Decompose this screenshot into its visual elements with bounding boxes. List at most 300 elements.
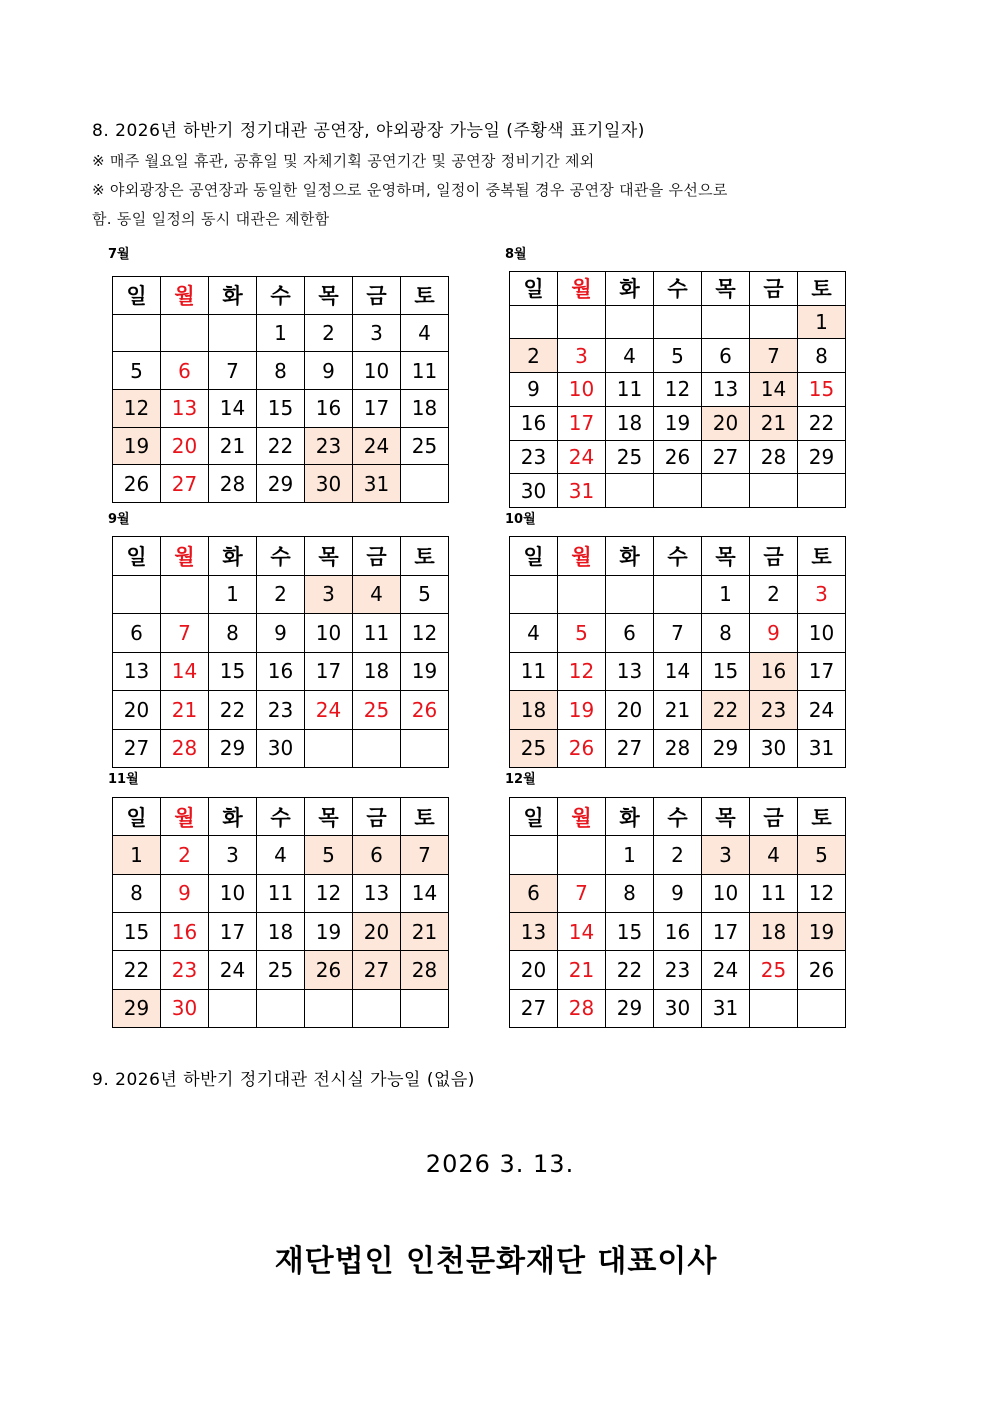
- weekday-header-cell: 목: [305, 798, 353, 836]
- calendar-day-cell: 8: [702, 614, 750, 653]
- calendar-day-cell: 19: [654, 406, 702, 440]
- calendar-day-cell: 6: [161, 352, 209, 390]
- weekday-header-cell: 금: [750, 537, 798, 576]
- calendar-day-cell: 11: [510, 652, 558, 691]
- calendar-week-row: [113, 614, 449, 653]
- calendar-week-row: [113, 427, 449, 465]
- weekday-header-row: [113, 537, 449, 576]
- calendar-empty-cell: [750, 474, 798, 508]
- calendar-day-cell: 8: [798, 339, 846, 373]
- calendar-day-cell: 16: [654, 912, 702, 950]
- calendar-day-cell: 8: [209, 614, 257, 653]
- weekday-header-row: [510, 272, 846, 306]
- weekday-header-cell: 수: [257, 798, 305, 836]
- weekday-header-cell: 토: [401, 277, 449, 315]
- calendar-day-cell: 1: [606, 836, 654, 874]
- calendar-day-cell: 29: [798, 440, 846, 474]
- calendar-day-cell: 10: [209, 874, 257, 912]
- calendar-day-cell: 31: [702, 989, 750, 1027]
- calendar-week-row: [113, 575, 449, 614]
- calendar-day-cell: 2: [654, 836, 702, 874]
- calendar-empty-cell: [654, 474, 702, 508]
- calendar-day-cell: 4: [606, 339, 654, 373]
- calendar-day-cell: 4: [750, 836, 798, 874]
- calendar-day-cell: 23: [654, 951, 702, 989]
- calendar-day-cell: 7: [558, 874, 606, 912]
- calendar-week-row: [113, 989, 449, 1027]
- calendar-day-cell: 8: [257, 352, 305, 390]
- document-date-text: 2026 3. 13.: [425, 1150, 575, 1178]
- calendar-day-cell: 21: [558, 951, 606, 989]
- calendar-day-cell: 26: [113, 465, 161, 503]
- calendar-day-cell: 11: [606, 373, 654, 407]
- calendar-week-row: [113, 352, 449, 390]
- calendar-day-cell: 21: [750, 406, 798, 440]
- calendar-day-cell: 4: [510, 614, 558, 653]
- weekday-header-cell: 월: [558, 537, 606, 576]
- weekday-header-cell: 월: [161, 537, 209, 576]
- calendar-day-cell: 13: [113, 652, 161, 691]
- calendar-day-cell: 29: [209, 729, 257, 768]
- calendar-day-cell: 9: [654, 874, 702, 912]
- calendar-october: [509, 536, 846, 768]
- calendar-day-cell: 5: [305, 836, 353, 874]
- calendar-day-cell: 18: [401, 389, 449, 427]
- calendar-day-cell: 26: [654, 440, 702, 474]
- calendar-day-cell: 20: [702, 406, 750, 440]
- calendar-day-cell: 18: [750, 912, 798, 950]
- calendar-empty-cell: [558, 305, 606, 339]
- calendar-day-cell: 14: [209, 389, 257, 427]
- weekday-header-cell: 토: [798, 537, 846, 576]
- calendar-day-cell: 1: [257, 314, 305, 352]
- calendar-day-cell: 6: [353, 836, 401, 874]
- calendar-empty-cell: [702, 305, 750, 339]
- calendar-day-cell: 28: [558, 989, 606, 1027]
- calendar-week-row: [113, 389, 449, 427]
- calendar-day-cell: 12: [654, 373, 702, 407]
- calendar-empty-cell: [209, 314, 257, 352]
- calendar-day-cell: 9: [257, 614, 305, 653]
- calendar-day-cell: 23: [305, 427, 353, 465]
- weekday-header-cell: 목: [305, 537, 353, 576]
- calendar-week-row: [113, 652, 449, 691]
- month-label-september: 9월: [108, 512, 130, 527]
- calendar-day-cell: 22: [209, 691, 257, 730]
- calendar-empty-cell: [161, 575, 209, 614]
- calendar-day-cell: 5: [401, 575, 449, 614]
- calendar-day-cell: 2: [750, 575, 798, 614]
- calendar-day-cell: 13: [353, 874, 401, 912]
- calendar-day-cell: 28: [209, 465, 257, 503]
- month-label-november: 11월: [108, 772, 139, 787]
- calendar-day-cell: 12: [798, 874, 846, 912]
- calendar-day-cell: 20: [606, 691, 654, 730]
- calendar-day-cell: 14: [161, 652, 209, 691]
- calendar-day-cell: 26: [401, 691, 449, 730]
- weekday-header-cell: 금: [353, 537, 401, 576]
- weekday-header-cell: 수: [654, 537, 702, 576]
- calendar-day-cell: 17: [798, 652, 846, 691]
- calendar-day-cell: 31: [353, 465, 401, 503]
- weekday-header-cell: 토: [798, 272, 846, 306]
- calendar-day-cell: 19: [401, 652, 449, 691]
- weekday-header-cell: 수: [654, 798, 702, 836]
- calendar-day-cell: 18: [353, 652, 401, 691]
- calendar-day-cell: 7: [750, 339, 798, 373]
- calendar-day-cell: 10: [558, 373, 606, 407]
- calendar-week-row: [113, 465, 449, 503]
- weekday-header-cell: 수: [654, 272, 702, 306]
- weekday-header-cell: 수: [257, 537, 305, 576]
- calendar-day-cell: 9: [510, 373, 558, 407]
- calendar-day-cell: 15: [606, 912, 654, 950]
- calendar-day-cell: 30: [654, 989, 702, 1027]
- calendar-day-cell: 9: [305, 352, 353, 390]
- weekday-header-cell: 목: [702, 798, 750, 836]
- weekday-header-cell: 월: [161, 277, 209, 315]
- calendar-week-row: [510, 305, 846, 339]
- calendar-day-cell: 6: [702, 339, 750, 373]
- calendar-day-cell: 1: [798, 305, 846, 339]
- calendar-day-cell: 27: [161, 465, 209, 503]
- calendar-day-cell: 3: [209, 836, 257, 874]
- calendar-day-cell: 14: [401, 874, 449, 912]
- calendar-day-cell: 13: [510, 912, 558, 950]
- calendar-day-cell: 25: [510, 729, 558, 768]
- calendar-day-cell: 2: [257, 575, 305, 614]
- weekday-header-cell: 일: [510, 537, 558, 576]
- weekday-header-row: [113, 277, 449, 315]
- weekday-header-cell: 화: [606, 272, 654, 306]
- calendar-day-cell: 31: [798, 729, 846, 768]
- calendar-week-row: [113, 314, 449, 352]
- calendar-day-cell: 4: [257, 836, 305, 874]
- calendar-day-cell: 30: [750, 729, 798, 768]
- calendar-week-row: [113, 912, 449, 950]
- weekday-header-cell: 토: [798, 798, 846, 836]
- calendar-day-cell: 3: [305, 575, 353, 614]
- calendar-day-cell: 29: [257, 465, 305, 503]
- signature-text: 재단법인 인천문화재단 대표이사: [274, 1244, 718, 1279]
- section-9-heading: 9. 2026년 하반기 정기대관 전시실 가능일 (없음): [92, 1070, 475, 1090]
- calendar-december: [509, 797, 846, 1028]
- calendar-day-cell: 25: [401, 427, 449, 465]
- calendar-day-cell: 20: [510, 951, 558, 989]
- calendar-day-cell: 28: [401, 951, 449, 989]
- calendar-empty-cell: [510, 575, 558, 614]
- calendar-day-cell: 21: [209, 427, 257, 465]
- weekday-header-cell: 일: [113, 537, 161, 576]
- calendar-day-cell: 10: [305, 614, 353, 653]
- calendar-day-cell: 1: [702, 575, 750, 614]
- calendar-week-row: [510, 912, 846, 950]
- calendar-day-cell: 24: [305, 691, 353, 730]
- weekday-header-cell: 목: [702, 272, 750, 306]
- calendar-day-cell: 27: [353, 951, 401, 989]
- weekday-header-cell: 수: [257, 277, 305, 315]
- calendar-day-cell: 28: [161, 729, 209, 768]
- calendar-day-cell: 30: [510, 474, 558, 508]
- calendar-day-cell: 5: [654, 339, 702, 373]
- calendar-empty-cell: [113, 575, 161, 614]
- calendar-day-cell: 7: [161, 614, 209, 653]
- calendar-day-cell: 25: [353, 691, 401, 730]
- calendar-day-cell: 16: [161, 912, 209, 950]
- calendar-day-cell: 1: [113, 836, 161, 874]
- calendar-september: [112, 536, 449, 768]
- calendar-day-cell: 8: [113, 874, 161, 912]
- calendar-empty-cell: [401, 465, 449, 503]
- calendar-day-cell: 2: [161, 836, 209, 874]
- calendar-week-row: [510, 339, 846, 373]
- calendar-week-row: [510, 729, 846, 768]
- calendar-day-cell: 6: [113, 614, 161, 653]
- calendar-day-cell: 10: [702, 874, 750, 912]
- note-outdoor-plaza-continued: 함. 동일 일정의 동시 대관은 제한함: [92, 210, 330, 228]
- calendar-week-row: [113, 836, 449, 874]
- calendar-day-cell: 11: [401, 352, 449, 390]
- calendar-day-cell: 20: [353, 912, 401, 950]
- calendar-empty-cell: [353, 729, 401, 768]
- calendar-empty-cell: [750, 989, 798, 1027]
- calendar-day-cell: 19: [113, 427, 161, 465]
- calendar-day-cell: 27: [702, 440, 750, 474]
- weekday-header-cell: 월: [161, 798, 209, 836]
- calendar-week-row: [113, 874, 449, 912]
- calendar-day-cell: 11: [750, 874, 798, 912]
- calendar-day-cell: 18: [510, 691, 558, 730]
- calendar-november: [112, 797, 449, 1028]
- calendar-day-cell: 13: [606, 652, 654, 691]
- weekday-header-cell: 화: [209, 798, 257, 836]
- calendar-empty-cell: [750, 305, 798, 339]
- calendar-day-cell: 4: [401, 314, 449, 352]
- calendar-day-cell: 23: [510, 440, 558, 474]
- calendar-empty-cell: [606, 305, 654, 339]
- calendar-week-row: [510, 575, 846, 614]
- calendar-empty-cell: [401, 989, 449, 1027]
- weekday-header-cell: 목: [305, 277, 353, 315]
- calendar-day-cell: 15: [702, 652, 750, 691]
- calendar-day-cell: 22: [702, 691, 750, 730]
- weekday-header-cell: 화: [606, 798, 654, 836]
- weekday-header-cell: 금: [353, 277, 401, 315]
- calendar-day-cell: 18: [257, 912, 305, 950]
- weekday-header-cell: 화: [209, 537, 257, 576]
- calendar-day-cell: 12: [113, 389, 161, 427]
- calendar-day-cell: 27: [510, 989, 558, 1027]
- calendar-day-cell: 12: [401, 614, 449, 653]
- calendar-day-cell: 16: [750, 652, 798, 691]
- calendar-week-row: [113, 691, 449, 730]
- calendar-empty-cell: [401, 729, 449, 768]
- calendar-day-cell: 31: [558, 474, 606, 508]
- calendar-day-cell: 6: [510, 874, 558, 912]
- calendar-day-cell: 18: [606, 406, 654, 440]
- calendar-day-cell: 9: [750, 614, 798, 653]
- note-outdoor-plaza: ※ 야외광장은 공연장과 동일한 일정으로 운영하며, 일정이 중복될 경우 공연장 대관을 우선으로: [92, 181, 728, 199]
- calendar-day-cell: 2: [510, 339, 558, 373]
- calendar-day-cell: 21: [161, 691, 209, 730]
- calendar-day-cell: 11: [257, 874, 305, 912]
- calendar-empty-cell: [606, 474, 654, 508]
- calendar-empty-cell: [113, 314, 161, 352]
- calendar-day-cell: 27: [113, 729, 161, 768]
- calendar-week-row: [510, 474, 846, 508]
- calendar-day-cell: 10: [353, 352, 401, 390]
- calendar-day-cell: 17: [305, 652, 353, 691]
- calendar-day-cell: 8: [606, 874, 654, 912]
- calendar-day-cell: 25: [257, 951, 305, 989]
- calendar-empty-cell: [654, 305, 702, 339]
- calendar-day-cell: 24: [798, 691, 846, 730]
- weekday-header-row: [113, 798, 449, 836]
- calendar-day-cell: 20: [113, 691, 161, 730]
- calendar-august: [509, 271, 846, 508]
- calendar-empty-cell: [798, 989, 846, 1027]
- calendar-empty-cell: [510, 305, 558, 339]
- note-closure: ※ 매주 월요일 휴관, 공휴일 및 자체기획 공연기간 및 공연장 정비기간 제외: [92, 152, 595, 170]
- calendar-empty-cell: [510, 836, 558, 874]
- calendar-day-cell: 14: [750, 373, 798, 407]
- calendar-day-cell: 1: [209, 575, 257, 614]
- calendar-empty-cell: [798, 474, 846, 508]
- month-label-july: 7월: [108, 247, 130, 262]
- calendar-day-cell: 3: [558, 339, 606, 373]
- calendar-day-cell: 23: [257, 691, 305, 730]
- weekday-header-cell: 금: [353, 798, 401, 836]
- calendar-day-cell: 22: [606, 951, 654, 989]
- calendar-empty-cell: [702, 474, 750, 508]
- calendar-empty-cell: [606, 575, 654, 614]
- calendar-day-cell: 28: [750, 440, 798, 474]
- weekday-header-cell: 토: [401, 537, 449, 576]
- calendar-day-cell: 9: [161, 874, 209, 912]
- calendar-day-cell: 25: [750, 951, 798, 989]
- calendar-day-cell: 28: [654, 729, 702, 768]
- calendar-day-cell: 7: [209, 352, 257, 390]
- calendar-day-cell: 30: [305, 465, 353, 503]
- calendar-week-row: [510, 874, 846, 912]
- calendar-week-row: [510, 951, 846, 989]
- weekday-header-cell: 월: [558, 272, 606, 306]
- calendar-day-cell: 17: [353, 389, 401, 427]
- weekday-header-row: [510, 537, 846, 576]
- calendar-empty-cell: [558, 575, 606, 614]
- calendar-empty-cell: [257, 989, 305, 1027]
- calendar-day-cell: 29: [606, 989, 654, 1027]
- calendar-day-cell: 17: [209, 912, 257, 950]
- calendar-day-cell: 19: [305, 912, 353, 950]
- weekday-header-cell: 금: [750, 272, 798, 306]
- weekday-header-cell: 일: [510, 798, 558, 836]
- calendar-empty-cell: [558, 836, 606, 874]
- calendar-week-row: [510, 440, 846, 474]
- calendar-day-cell: 14: [558, 912, 606, 950]
- calendar-day-cell: 17: [558, 406, 606, 440]
- calendar-week-row: [510, 652, 846, 691]
- calendar-week-row: [113, 729, 449, 768]
- calendar-week-row: [510, 691, 846, 730]
- weekday-header-cell: 토: [401, 798, 449, 836]
- calendar-day-cell: 15: [257, 389, 305, 427]
- calendar-day-cell: 22: [257, 427, 305, 465]
- calendar-day-cell: 3: [353, 314, 401, 352]
- signature-block: [0, 1236, 992, 1280]
- calendar-day-cell: 20: [161, 427, 209, 465]
- calendar-day-cell: 30: [161, 989, 209, 1027]
- calendar-day-cell: 21: [401, 912, 449, 950]
- month-label-august: 8월: [505, 247, 527, 262]
- weekday-header-cell: 금: [750, 798, 798, 836]
- calendar-day-cell: 3: [798, 575, 846, 614]
- calendar-empty-cell: [654, 575, 702, 614]
- calendar-day-cell: 25: [606, 440, 654, 474]
- calendar-empty-cell: [353, 989, 401, 1027]
- calendar-day-cell: 13: [702, 373, 750, 407]
- calendar-day-cell: 22: [113, 951, 161, 989]
- calendar-day-cell: 5: [558, 614, 606, 653]
- calendar-day-cell: 5: [113, 352, 161, 390]
- calendar-day-cell: 24: [209, 951, 257, 989]
- weekday-header-cell: 일: [113, 798, 161, 836]
- calendar-day-cell: 23: [161, 951, 209, 989]
- calendar-day-cell: 23: [750, 691, 798, 730]
- calendar-day-cell: 24: [702, 951, 750, 989]
- calendar-day-cell: 7: [654, 614, 702, 653]
- calendar-day-cell: 10: [798, 614, 846, 653]
- calendar-day-cell: 15: [798, 373, 846, 407]
- calendar-day-cell: 2: [305, 314, 353, 352]
- calendar-day-cell: 7: [401, 836, 449, 874]
- calendar-week-row: [510, 373, 846, 407]
- calendar-july: [112, 276, 449, 503]
- month-label-december: 12월: [505, 772, 536, 787]
- calendar-day-cell: 15: [113, 912, 161, 950]
- calendar-day-cell: 14: [654, 652, 702, 691]
- calendar-day-cell: 27: [606, 729, 654, 768]
- calendar-day-cell: 24: [353, 427, 401, 465]
- calendar-week-row: [113, 951, 449, 989]
- calendar-day-cell: 16: [305, 389, 353, 427]
- calendar-day-cell: 22: [798, 406, 846, 440]
- weekday-header-row: [510, 798, 846, 836]
- weekday-header-cell: 월: [558, 798, 606, 836]
- calendar-day-cell: 29: [702, 729, 750, 768]
- document-date: [0, 1150, 992, 1178]
- calendar-day-cell: 30: [257, 729, 305, 768]
- section-8-heading: 8. 2026년 하반기 정기대관 공연장, 야외광장 가능일 (주황색 표기일자): [92, 121, 645, 141]
- calendar-day-cell: 13: [161, 389, 209, 427]
- calendar-week-row: [510, 836, 846, 874]
- calendar-week-row: [510, 614, 846, 653]
- calendar-day-cell: 15: [209, 652, 257, 691]
- calendar-empty-cell: [305, 989, 353, 1027]
- calendar-day-cell: 26: [305, 951, 353, 989]
- weekday-header-cell: 목: [702, 537, 750, 576]
- month-label-october: 10월: [505, 512, 536, 527]
- calendar-day-cell: 29: [113, 989, 161, 1027]
- calendar-week-row: [510, 406, 846, 440]
- weekday-header-cell: 일: [510, 272, 558, 306]
- calendar-week-row: [510, 989, 846, 1027]
- calendar-day-cell: 16: [257, 652, 305, 691]
- calendar-day-cell: 3: [702, 836, 750, 874]
- calendar-day-cell: 26: [798, 951, 846, 989]
- calendar-day-cell: 26: [558, 729, 606, 768]
- weekday-header-cell: 일: [113, 277, 161, 315]
